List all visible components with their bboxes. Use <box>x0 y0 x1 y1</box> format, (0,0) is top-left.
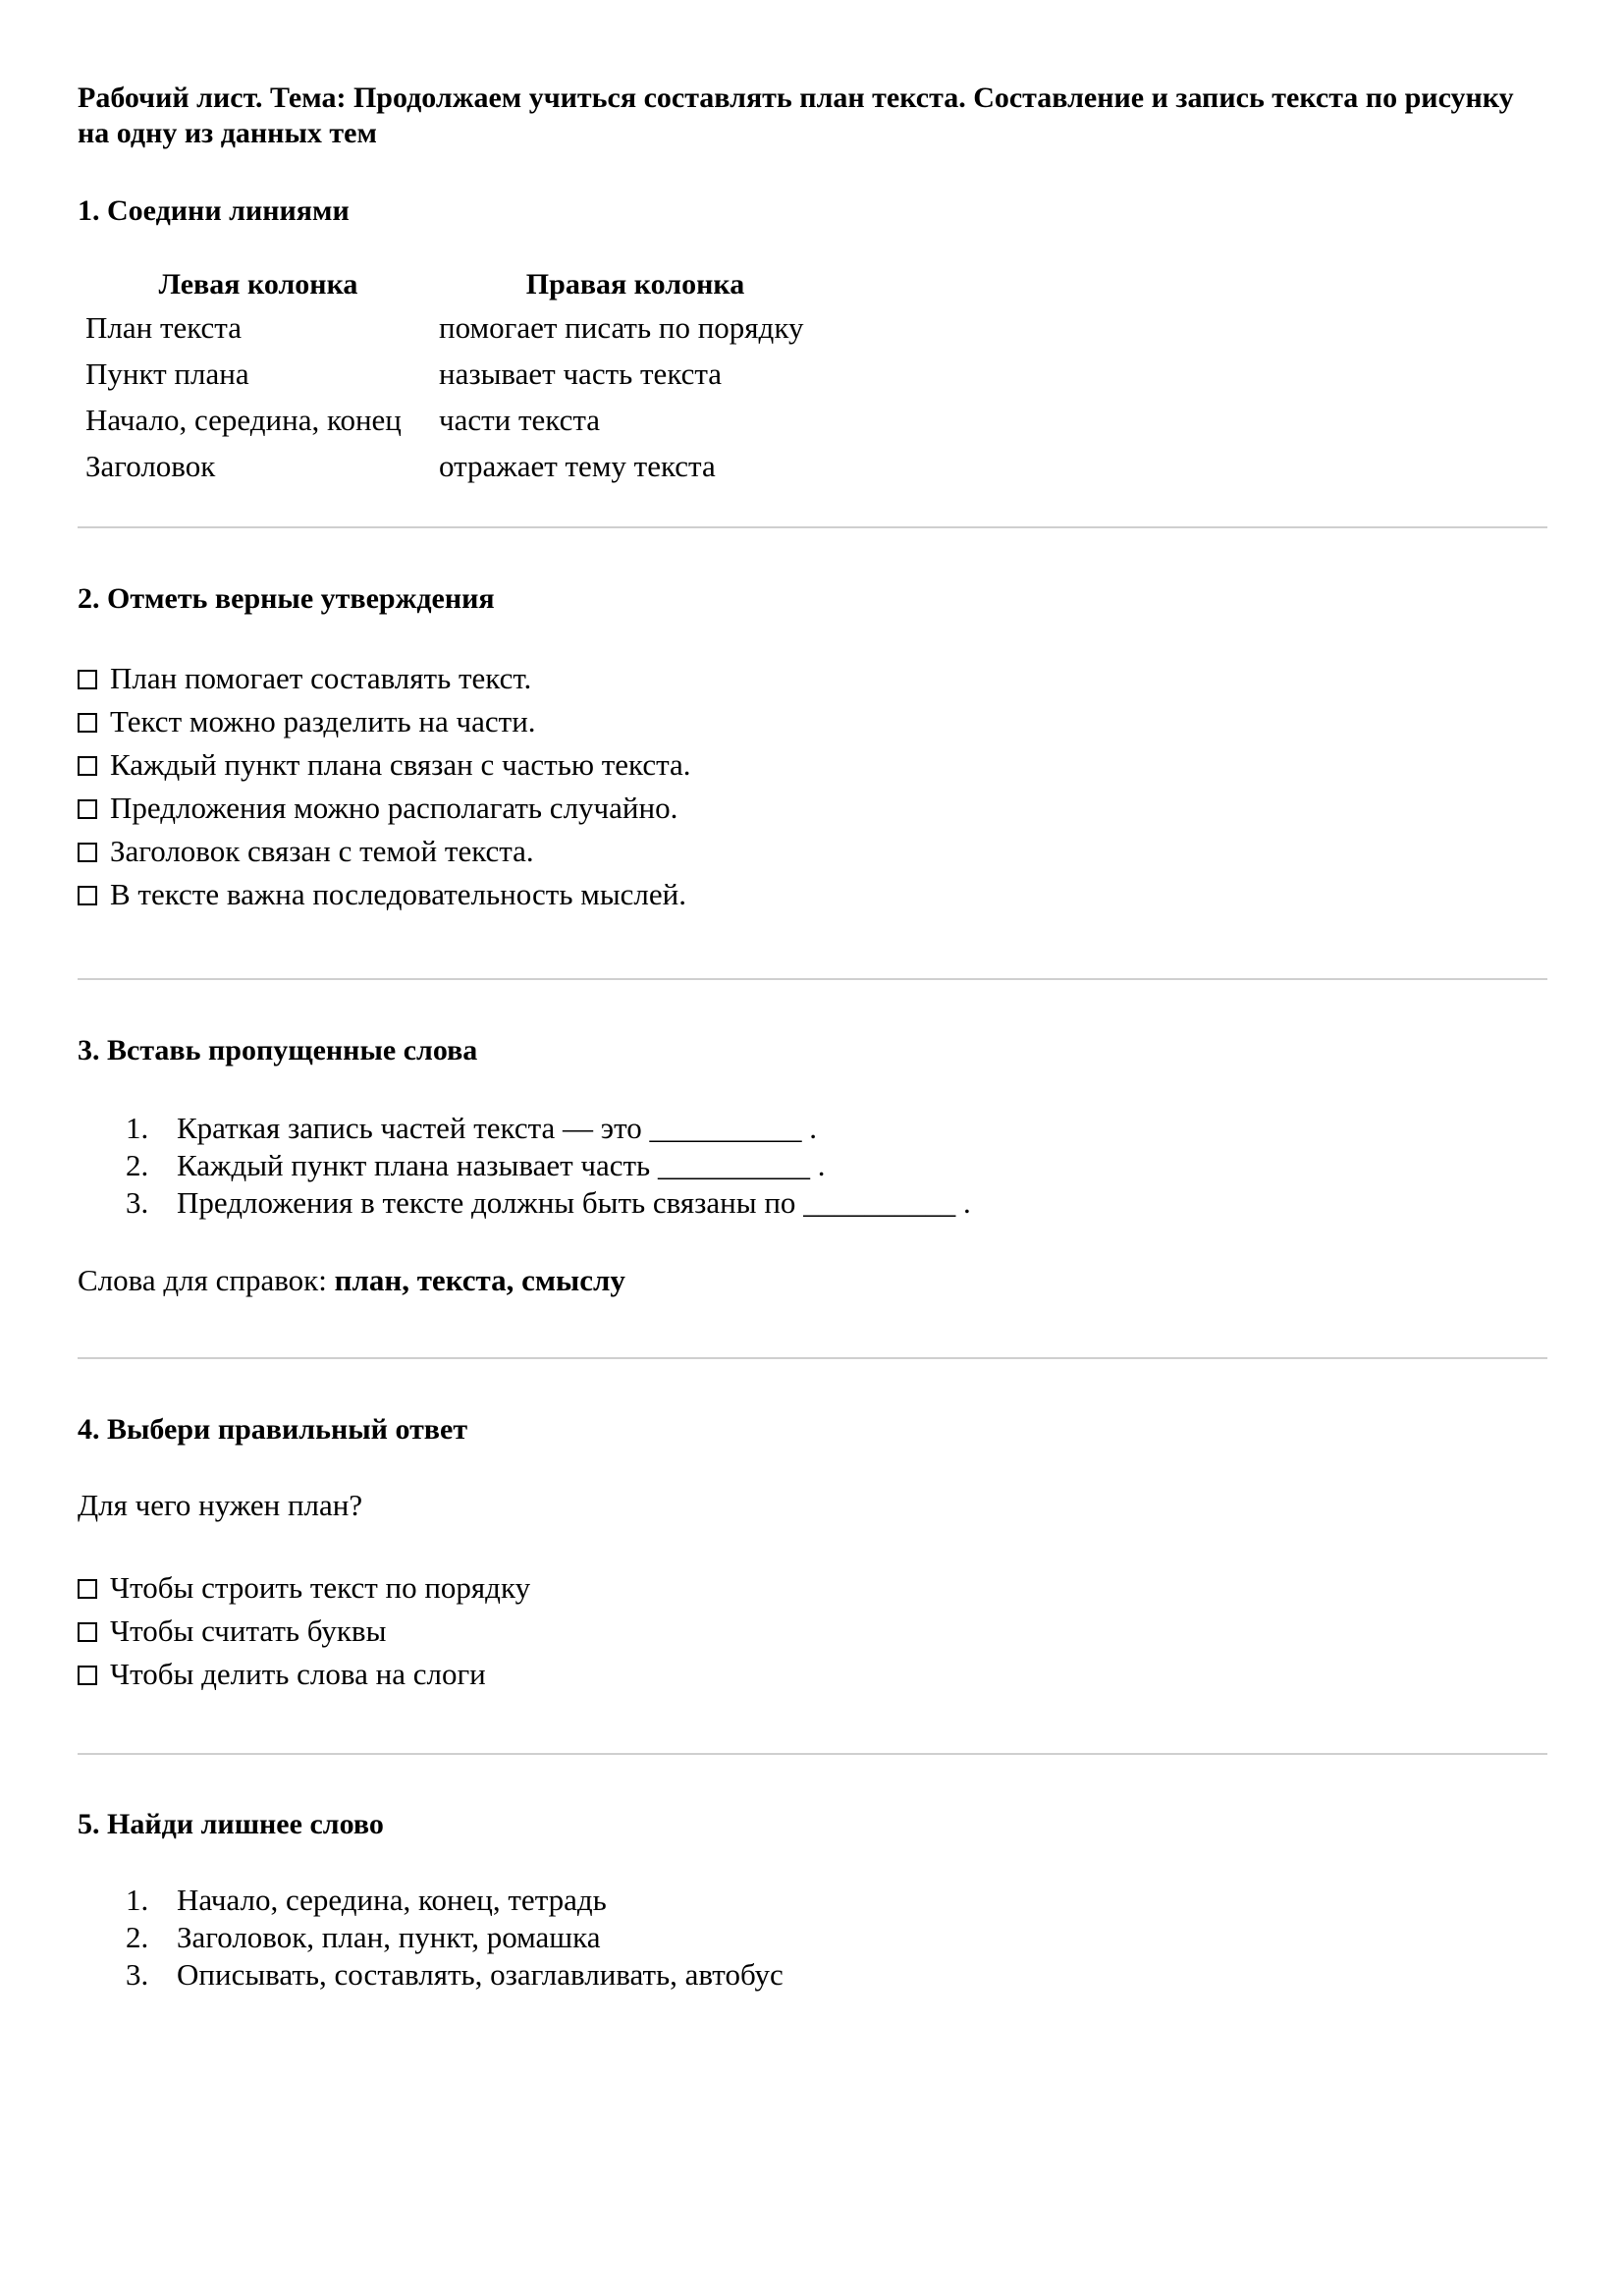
left-cell: Заголовок <box>85 449 216 483</box>
odd-word-text: Начало, середина, конец, тетрадь <box>177 1883 607 1917</box>
section-4-heading: 4. Выбери правильный ответ <box>78 1413 468 1446</box>
answer-blank[interactable]: __________ <box>657 1148 810 1182</box>
checklist-item-label: В тексте важна последовательность мыслей. <box>110 877 686 911</box>
fill-in-end: . <box>809 1148 826 1182</box>
answer-option[interactable] <box>78 1566 530 1610</box>
section-2-heading: 2. Отметь верные утверждения <box>78 582 495 615</box>
fill-in-item <box>78 1184 971 1222</box>
checklist-item-label: Каждый пункт плана связан с частью текста. <box>110 747 691 782</box>
right-cell: называет часть текста <box>439 356 723 391</box>
list-number: 3. <box>126 1957 149 1992</box>
answer-option-label: Чтобы делить слова на слоги <box>110 1657 486 1691</box>
reference-words-label: Слова для справок: <box>78 1263 335 1297</box>
section-5-heading: 5. Найди лишнее слово <box>78 1808 384 1840</box>
checklist-item[interactable] <box>78 657 691 700</box>
checkbox-icon[interactable] <box>78 799 97 819</box>
list-number: 1. <box>126 1883 149 1917</box>
checkbox-icon[interactable] <box>78 1622 97 1642</box>
checkbox-icon[interactable] <box>78 756 97 776</box>
statements-checklist <box>78 657 691 916</box>
answer-option[interactable] <box>78 1610 530 1653</box>
table-row <box>81 356 836 403</box>
answer-options <box>78 1566 530 1696</box>
odd-word-item <box>78 1919 784 1956</box>
left-cell: Начало, середина, конец <box>85 403 402 437</box>
checkbox-icon[interactable] <box>78 843 97 862</box>
fill-in-end: . <box>801 1111 817 1145</box>
checklist-item-label: План помогает составлять текст. <box>110 661 532 695</box>
fill-in-text: Каждый пункт плана называет часть <box>177 1148 658 1182</box>
section-1-heading: 1. Соедини линиями <box>78 194 350 227</box>
checklist-item-label: Заголовок связан с темой текста. <box>110 834 534 868</box>
question-text: Для чего нужен план? <box>78 1488 363 1522</box>
list-number: 1. <box>126 1111 149 1145</box>
worksheet-title: Рабочий лист. Тема: Продолжаем учиться составлять план текста. Составление и запись текста по рисунку на одну из данных тем <box>78 82 1514 149</box>
reference-words: план, текста, смыслу <box>334 1263 625 1297</box>
odd-word-item <box>78 1882 784 1919</box>
table-header-left: Левая колонка <box>158 268 358 301</box>
table-header-right: Правая колонка <box>525 268 745 301</box>
answer-option-label: Чтобы строить текст по порядку <box>110 1570 531 1605</box>
section-divider <box>78 1753 1547 1755</box>
answer-option-label: Чтобы считать буквы <box>110 1613 387 1648</box>
table-row <box>81 449 836 495</box>
section-divider <box>78 1357 1547 1359</box>
checkbox-icon[interactable] <box>78 670 97 689</box>
fill-in-item <box>78 1147 971 1184</box>
answer-option[interactable] <box>78 1653 530 1696</box>
odd-word-item <box>78 1956 784 1994</box>
fill-in-end: . <box>955 1185 971 1220</box>
checkbox-icon[interactable] <box>78 713 97 733</box>
right-cell: помогает писать по порядку <box>439 310 804 345</box>
section-divider <box>78 526 1547 528</box>
section-3-heading: 3. Вставь пропущенные слова <box>78 1034 478 1066</box>
fill-in-text: Предложения в тексте должны быть связаны по <box>177 1185 804 1220</box>
right-cell: части текста <box>439 403 601 437</box>
right-cell: отражает тему текста <box>439 449 716 483</box>
left-cell: Пункт плана <box>85 356 249 391</box>
left-cell: План текста <box>85 310 242 345</box>
list-number: 3. <box>126 1185 149 1220</box>
fill-in-list <box>78 1110 971 1222</box>
checkbox-icon[interactable] <box>78 886 97 905</box>
table-header-row <box>81 267 836 310</box>
checkbox-icon[interactable] <box>78 1666 97 1685</box>
list-number: 2. <box>126 1920 149 1954</box>
odd-word-text: Заголовок, план, пункт, ромашка <box>177 1920 601 1954</box>
checklist-item[interactable] <box>78 787 691 830</box>
checklist-item[interactable] <box>78 830 691 873</box>
checklist-item-label: Текст можно разделить на части. <box>110 704 536 738</box>
matching-table <box>81 267 836 495</box>
table-row <box>81 403 836 449</box>
answer-blank[interactable]: __________ <box>803 1185 956 1220</box>
odd-word-text: Описывать, составлять, озаглавливать, автобус <box>177 1957 784 1992</box>
checklist-item[interactable] <box>78 700 691 743</box>
table-row <box>81 310 836 356</box>
section-divider <box>78 978 1547 980</box>
checklist-item-label: Предложения можно располагать случайно. <box>110 791 678 825</box>
fill-in-text: Краткая запись частей текста — это <box>177 1111 650 1145</box>
reference-words-line <box>78 1263 625 1298</box>
checklist-item[interactable] <box>78 873 691 916</box>
checklist-item[interactable] <box>78 743 691 787</box>
odd-word-list <box>78 1882 784 1994</box>
list-number: 2. <box>126 1148 149 1182</box>
answer-blank[interactable]: __________ <box>649 1111 802 1145</box>
checkbox-icon[interactable] <box>78 1579 97 1599</box>
fill-in-item <box>78 1110 971 1147</box>
